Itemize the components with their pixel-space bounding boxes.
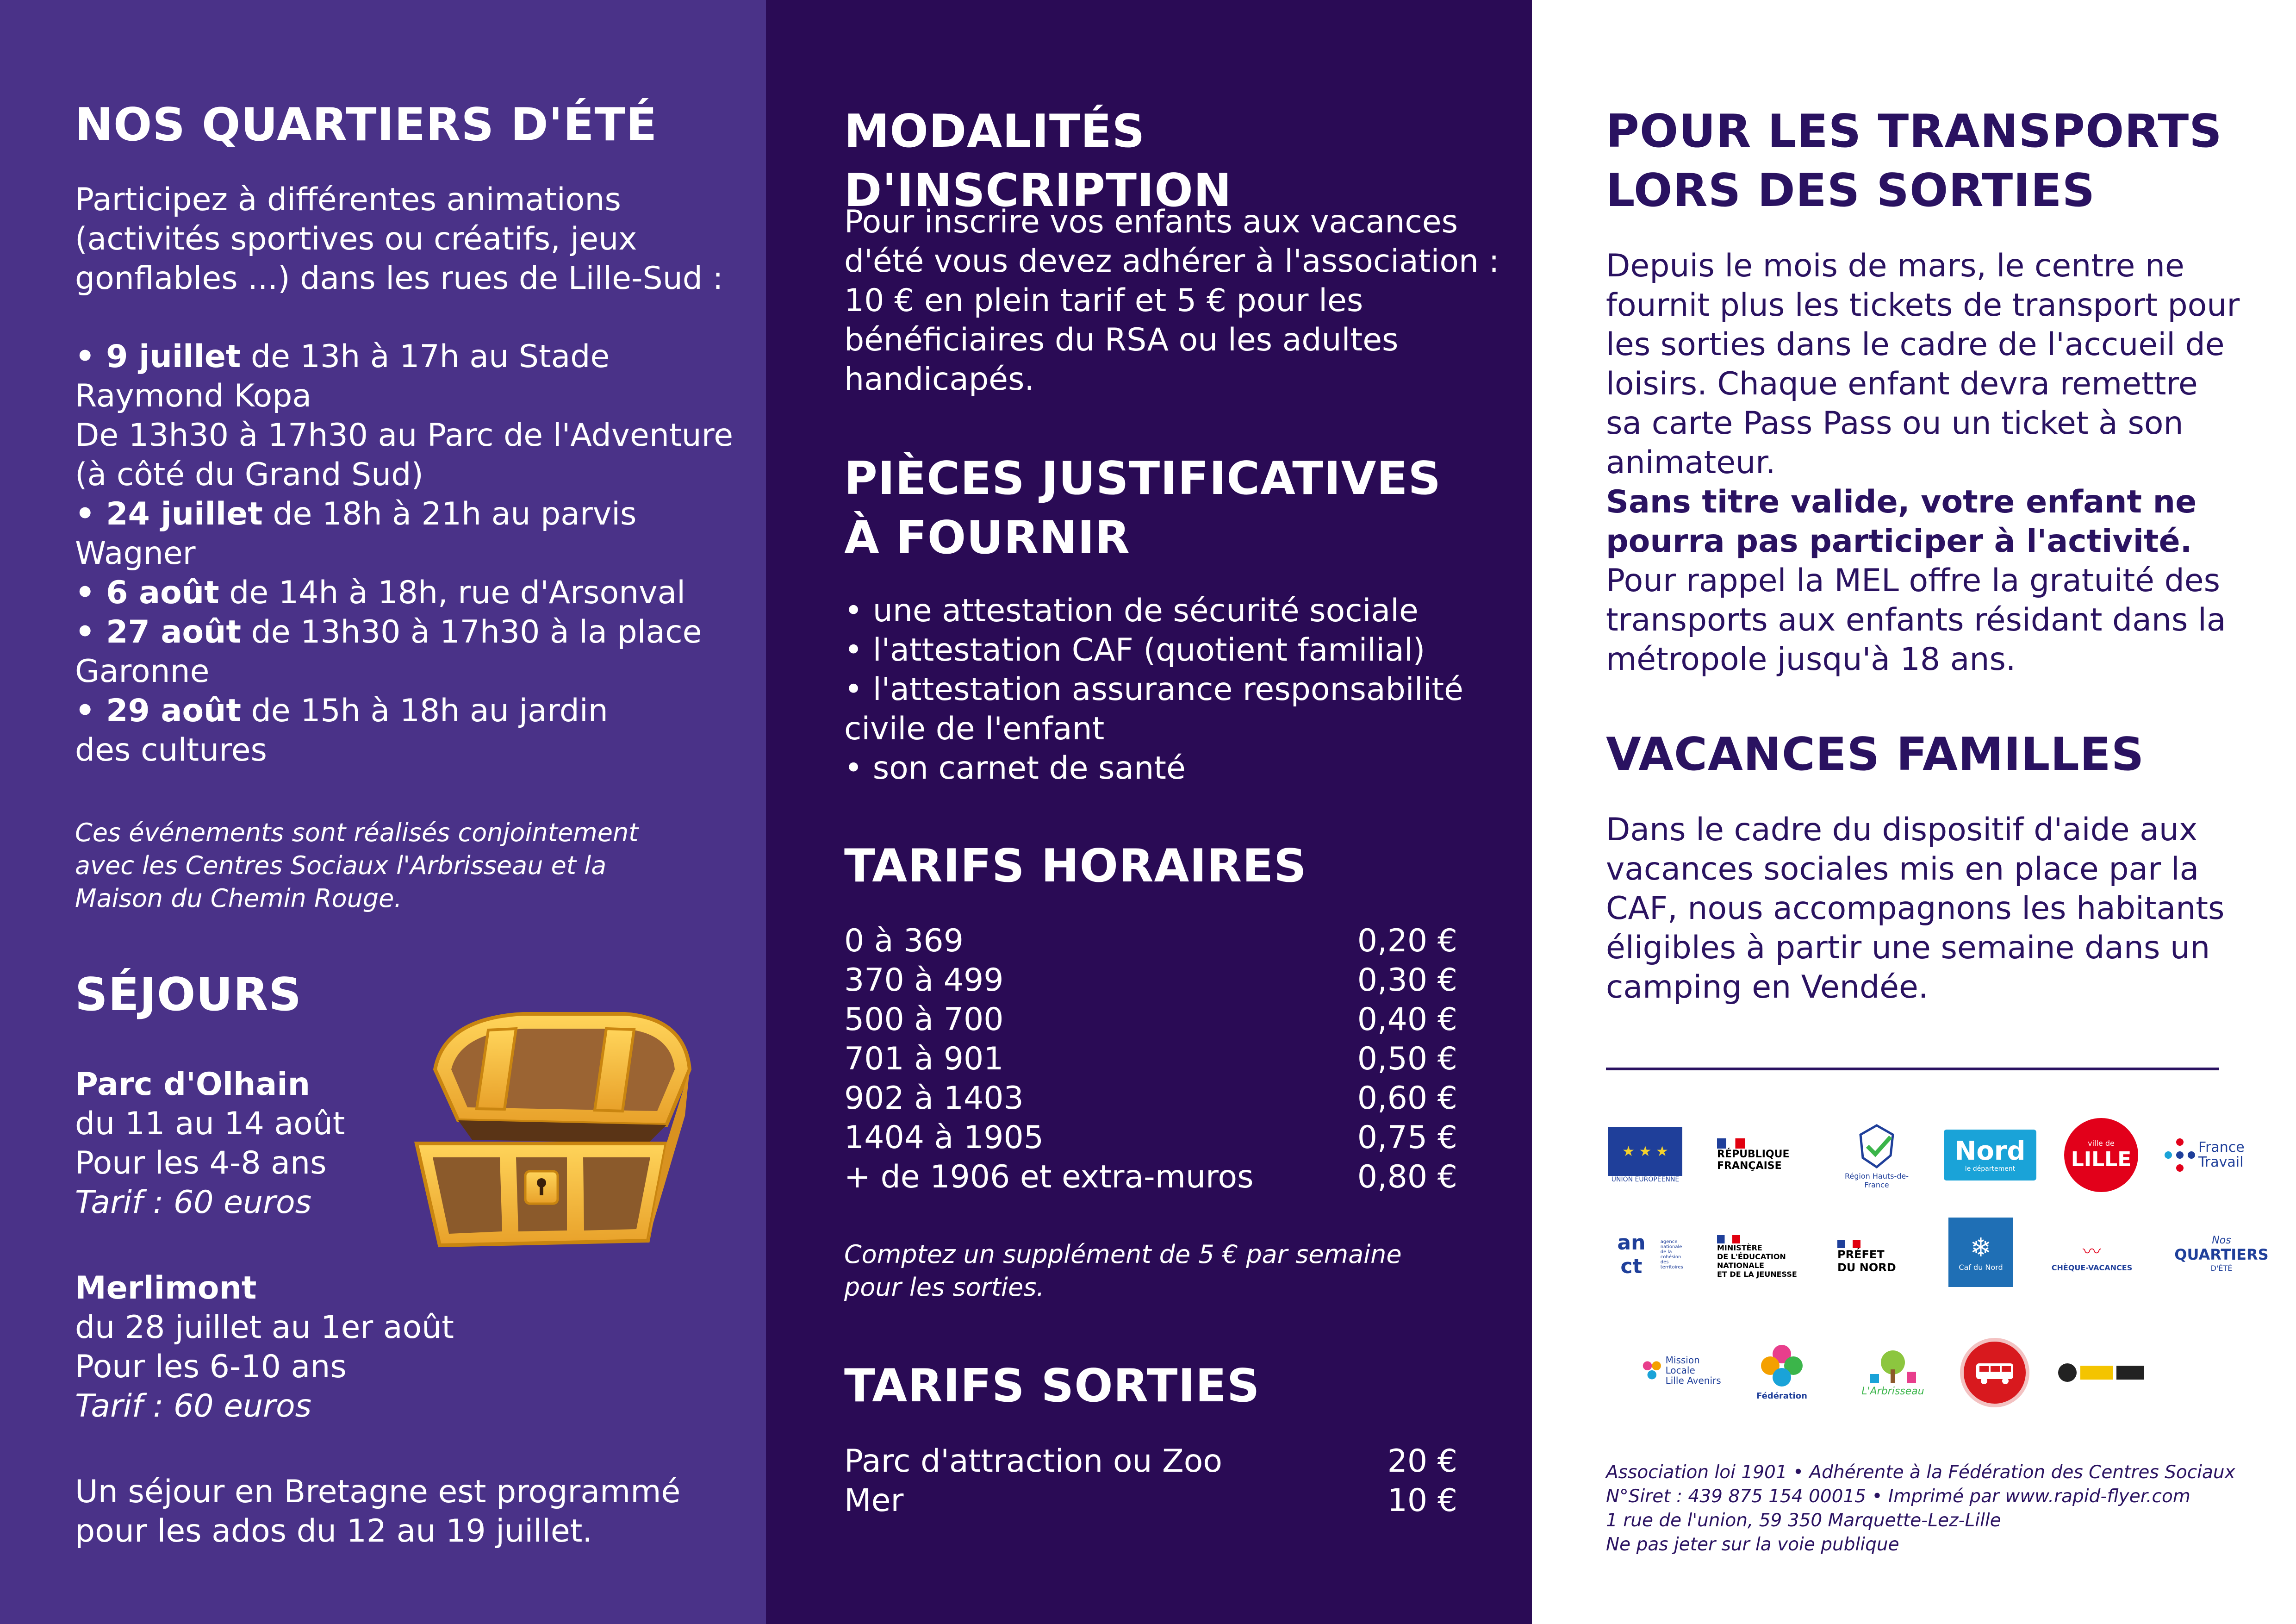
ville-de-lille-logo: ville de LILLE [2064,1118,2138,1192]
heading-tarifs-horaires: TARIFS HORAIRES [844,840,1307,893]
anct-logo: an ct agence nationale de la cohésion des territoires [1617,1231,1683,1278]
sejour-olhain: Parc d'Olhain du 11 au 14 août Pour les 4-8 ans Tarif : 60 euros [75,1066,345,1221]
cheque-vacances-logo: 〰 CHÈQUE-VACANCES [2046,1231,2138,1278]
caf-du-nord-logo: ❄ Caf du Nord [1948,1218,2013,1287]
tarifs-sorties-table [844,1442,1457,1520]
sejour-bretagne-note: Un séjour en Bretagne est programmé pour les ados du 12 au 19 juillet. [75,1474,681,1549]
france-travail-logo: France Travail [2161,1130,2272,1181]
transports-text: Depuis le mois de mars, le centre ne fournit plus les tickets de transport pour les sorties dans le cadre de l'accueil de loisirs. Chaque enfant devra remettre sa carte Pass Pass ou un ticket à son animateur. Sans titre valide, votre enfant ne pourra pas participer à l'activité. Pour rappel la MEL offre la gratuité des transports aux enfants résidant dans la métropole jusqu'à 18 ans. [1606,248,2240,678]
event-item: • 9 juillet de 13h à 17h au Stade [75,337,733,376]
nord-departement-logo: Nord le département [1944,1130,2036,1181]
tarifs-supplement-note: Comptez un supplément de 5 € par semaine pour les sorties. [844,1240,1402,1302]
france-travail-icon [2161,1137,2198,1174]
federation-petals-icon [1756,1340,1807,1391]
table-row: 902 à 1403 0,60 € [844,1080,1457,1117]
event-item: • 24 juillet de 18h à 21h au parvis [75,494,733,534]
list-item: • son carnet de santé [844,750,1186,787]
ministere-education-logo: MINISTÈRE DE L'ÉDUCATION NATIONALE ET DE LA JEUNESSE [1717,1222,1805,1292]
legal-mentions: Association loi 1901 • Adhérente à la Fédération des Centres Sociaux N°Siret : 439 875 154 00015 • Imprimé par www.rapid-flyer.com 1 rue de l'union, 59 350 Marquette-Lez-Lille Ne pas jeter sur la voie publique [1606,1462,2235,1555]
arbrisseau-logo: L'Arbrisseau [1847,1343,1939,1403]
prefet-du-nord-logo: PRÉFET DU NORD [1837,1222,1916,1292]
heading-tarifs-sorties: TARIFS SORTIES [844,1360,1260,1412]
partner-logos-strip [2055,1359,2147,1387]
heading-vacances-familles: VACANCES FAMILLES [1606,728,2145,781]
rail-partner-badge [1960,1338,2029,1407]
table-row: 370 à 499 0,30 € [844,962,1457,999]
modalites-text: Pour inscrire vos enfants aux vacances d'été vous devez adhérer à l'association : 10 € en plein tarif et 5 € pour les bénéficiaires du RSA ou les adultes handicapés. [844,204,1500,398]
mission-locale-logo: Mission Locale Lille Avenirs [1638,1343,1731,1398]
quartiers-note: Ces événements sont réalisés conjointement avec les Centres Sociaux l'Arbrisseau et la Maison du Chemin Rouge. [75,818,639,913]
heading-modalites-inscription: MODALITÉS D'INSCRIPTION [844,105,1232,217]
quartiers-intro: Participez à différentes animations (activités sportives ou créatifs, jeux gonflables ...) dans les rues de Lille-Sud : [75,181,723,297]
panel-inscription-tarifs [766,0,1532,1624]
heading-transports-sorties: POUR LES TRANSPORTS LORS DES SORTIES [1606,105,2222,217]
divider [1606,1068,2219,1070]
heading-pieces-justificatives: PIÈCES JUSTIFICATIVES À FOURNIR [844,452,1441,564]
table-row: Parc d'attraction ou Zoo 20 € [844,1443,1457,1480]
mission-locale-icon [1638,1356,1666,1384]
table-row: 701 à 901 0,50 € [844,1041,1457,1077]
table-row: + de 1906 et extra-muros 0,80 € [844,1159,1457,1195]
nos-quartiers-ete-logo: Nos QUARTIERS D'ÉTÉ [2174,1235,2269,1273]
pieces-list [844,591,1463,788]
treasure-chest-icon [407,1005,703,1255]
list-item: • l'attestation assurance responsabilité [844,671,1463,708]
panel-transports-vacances [1532,0,2296,1624]
table-row: 1404 à 1905 0,75 € [844,1119,1457,1156]
snowflake-icon: ❄ [1970,1233,1992,1263]
list-item: • l'attestation CAF (quotient familial) [844,632,1425,668]
tree-icon [1865,1349,1921,1386]
union-europeenne-logo: ★ ★ ★ UNION EUROPÉENNE [1606,1125,1685,1185]
table-row: Mer 10 € [844,1482,1457,1519]
heading-nos-quartiers-ete: NOS QUARTIERS D'ÉTÉ [75,99,658,151]
sejour-merlimont: Merlimont du 28 juillet au 1er août Pour les 6-10 ans Tarif : 60 euros [75,1270,454,1424]
event-item: • 29 août de 15h à 18h au jardin [75,691,733,731]
region-hauts-de-france-logo: Région Hauts-de-France [1837,1116,1916,1194]
quartiers-event-list: • 9 juillet de 13h à 17h au Stade Raymond Kopa De 13h30 à 17h30 au Parc de l'Adventure (à côté du Grand Sud) • 24 juillet de 18h à 21h au parvis Wagner • 6 août de 14h à 18h, rue d'Arsonval • 27 août de 13h30 à 17h30 à la place Garonne • 29 août de 15h à 18h au jardin des cultures [75,337,733,770]
table-row: 0 à 369 0,20 € [844,923,1457,959]
event-item: • 6 août de 14h à 18h, rue d'Arsonval [75,573,733,612]
federation-centres-sociaux-logo: Fédération [1749,1333,1814,1407]
event-item: • 27 août de 13h30 à 17h30 à la place [75,612,733,652]
panel-quartiers-sejours [0,0,766,1624]
heading-sejours: SÉJOURS [75,968,302,1021]
swallow-icon: 〰 [2083,1241,2101,1262]
bus-icon [1974,1359,2016,1387]
tarifs-horaires-table [844,921,1457,1197]
vacances-text: Dans le cadre du dispositif d'aide aux vacances sociales mis en place par la CAF, nous accompagnons les habitants éligibles à partir une semaine dans un camping en Vendée. [1606,812,2225,1006]
table-row: 500 à 700 0,40 € [844,1001,1457,1038]
list-item: civile de l'enfant [844,711,1105,747]
republique-francaise-logo: RÉPUBLIQUE FRANÇAISE [1717,1120,1805,1190]
list-item: • une attestation de sécurité sociale [844,593,1419,629]
region-map-icon [1851,1121,1902,1172]
